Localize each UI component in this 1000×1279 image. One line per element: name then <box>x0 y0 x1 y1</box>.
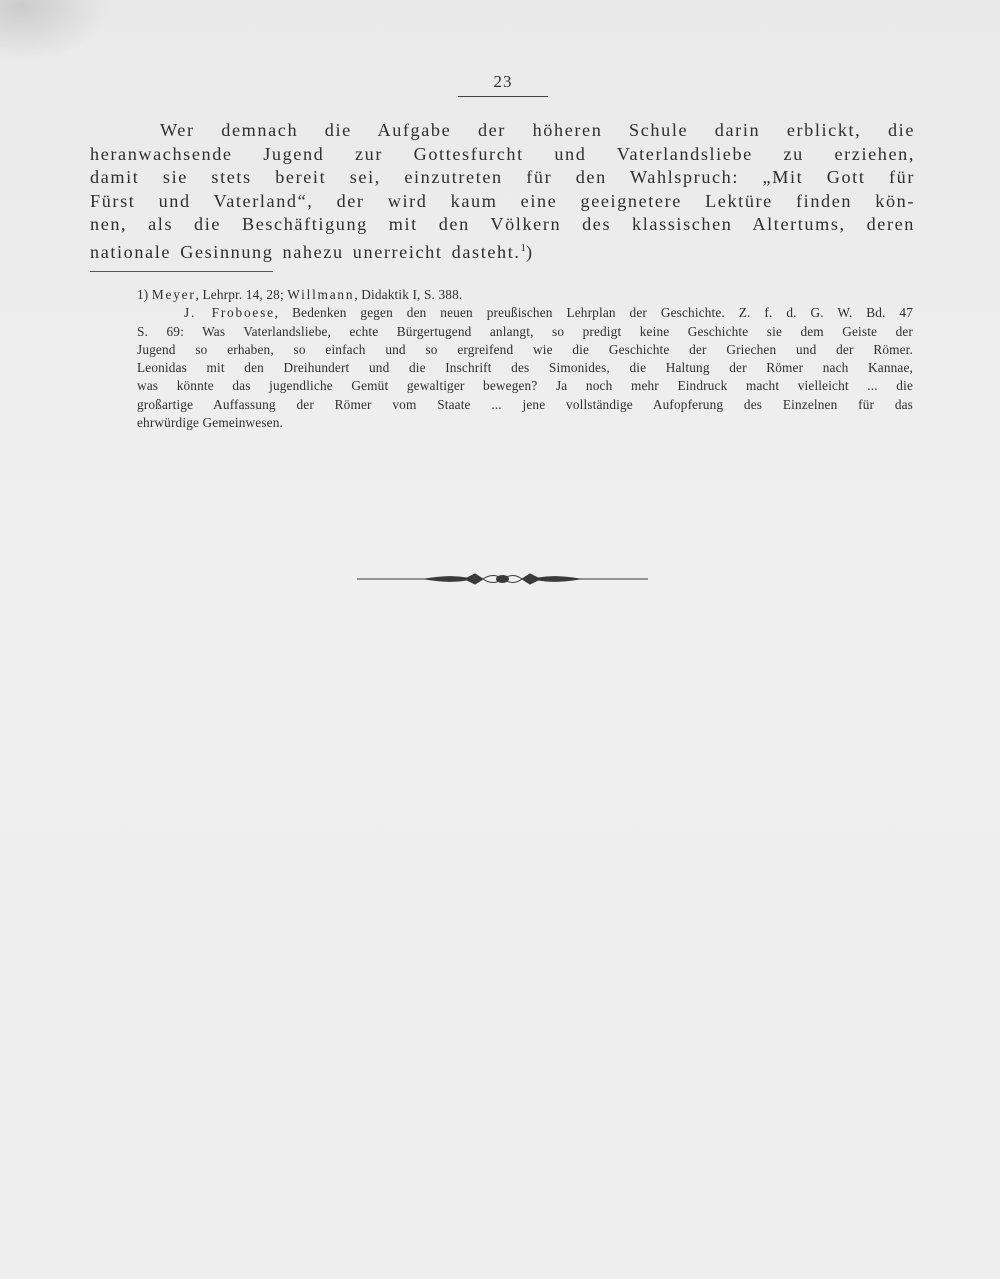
footnote-line: großartige Auffassung der Römer vom Staate ... jene vollständige Aufopferung des Einzelnen für das <box>137 396 913 412</box>
footnote-author: Meyer <box>151 287 196 302</box>
footnote-reference[interactable]: 1 <box>520 241 527 254</box>
paragraph-line: damit sie stets bereit sei, einzutreten für den Wahlspruch: „Mit Gott für <box>90 167 915 188</box>
paragraph-line: heranwachsende Jugend zur Gottesfurcht und Vaterlandsliebe zu erziehen, <box>90 143 915 164</box>
footnote-line: was könnte das jugendliche Gemüt gewaltiger bewegen? Ja noch mehr Eindruck macht vielleicht ... die <box>137 378 913 394</box>
paper-stain <box>0 0 110 60</box>
main-paragraph <box>90 119 915 265</box>
paragraph-line-text: nationale Gesinnung nahezu unerreicht dasteht. <box>90 241 521 262</box>
footnote-line: Leonidas mit den Dreihundert und die Inschrift des Simonides, die Haltung der Römer nach Kannae, <box>137 360 913 376</box>
footnote-line: ehrwürdige Gemeinwesen. <box>137 415 283 431</box>
footnote-text: , Didaktik I, S. 388. <box>354 287 463 302</box>
paragraph-line-last <box>90 237 915 265</box>
footnote-line: S. 69: Was Vaterlandsliebe, echte Bürgertugend anlangt, so predigt keine Geschichte sie dem Geiste der <box>137 323 913 339</box>
footnote-text: , Bedenken gegen den neuen preußischen Lehrplan der Geschichte. Z. f. d. G. W. Bd. 47 <box>274 305 913 321</box>
footnote-marker: 1) <box>137 287 149 302</box>
ornament-divider <box>355 568 650 590</box>
page-number-rule <box>458 96 548 97</box>
footnote-2-title <box>137 304 913 322</box>
footnotes <box>137 286 913 432</box>
footnote-separator <box>90 271 273 272</box>
footnote-line: Jugend so erhaben, so einfach und so ergreifend wie die Geschichte der Griechen und der Römer. <box>137 341 913 357</box>
page-number: 23 <box>493 72 513 91</box>
paragraph-line: Fürst und Vaterland“, der wird kaum eine geeignetere Lektüre finden kön- <box>90 190 915 211</box>
footnote-1 <box>137 286 913 304</box>
footnote-text: , Lehrpr. 14, 28; <box>195 287 288 302</box>
paragraph-line: nen, als die Beschäftigung mit den Völkern des klassischen Altertums, deren <box>90 214 915 235</box>
footnote-reference-paren: ) <box>526 241 534 262</box>
paragraph-line: Wer demnach die Aufgabe der höheren Schule darin erblickt, die <box>160 120 915 140</box>
footnote-author: J. Froboese <box>184 305 275 321</box>
footnote-author: Willmann <box>287 287 355 302</box>
